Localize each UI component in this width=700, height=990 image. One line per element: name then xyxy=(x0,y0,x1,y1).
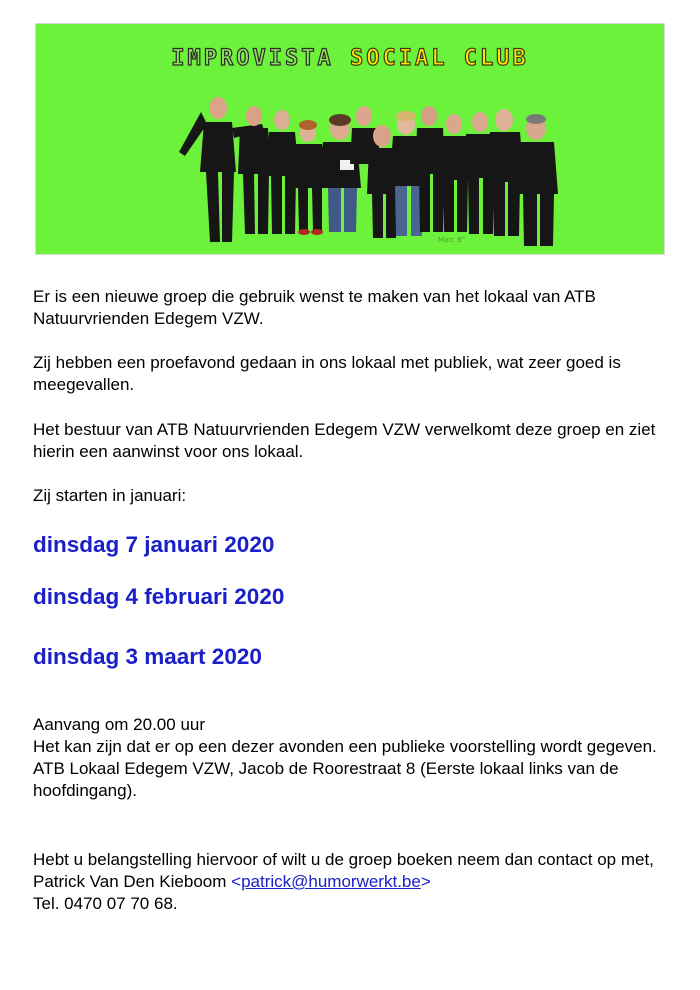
banner-title-social-club: SOCIAL CLUB xyxy=(350,46,529,71)
intro-p2: Zij hebben een proefavond gedaan in ons lokaal met publiek, wat zeer goed is meegevallen. xyxy=(33,353,621,394)
paragraph-new-group xyxy=(33,286,663,330)
date-march: dinsdag 3 maart 2020 xyxy=(33,644,262,669)
paragraph-trial-evening xyxy=(33,352,663,396)
intro-p3: Het bestuur van ATB Natuurvrienden Edegem VZW verwelkomt deze groep en ziet hierin een aanwinst voor ons lokaal. xyxy=(33,420,656,461)
banner xyxy=(35,23,665,255)
contact-block xyxy=(33,849,663,915)
intro-p4: Zij starten in januari: xyxy=(33,486,187,505)
intro-p1: Er is een nieuwe groep die gebruik wenst te maken van het lokaal van ATB Natuurvrienden Edegem VZW. xyxy=(33,287,596,328)
date-february: dinsdag 4 februari 2020 xyxy=(33,584,285,609)
contact-name: Patrick Van Den Kieboom xyxy=(33,872,232,891)
public-show-note: Het kan zijn dat er op een dezer avonden een publieke voorstelling wordt gegeven. xyxy=(33,737,657,756)
date-january: dinsdag 7 januari 2020 xyxy=(33,532,275,557)
contact-name-line xyxy=(33,871,663,893)
email-link[interactable]: patrick@humorwerkt.be xyxy=(241,872,421,891)
paragraph-start-january xyxy=(33,485,663,507)
photo-credit: Marc B° xyxy=(438,236,466,244)
start-time: Aanvang om 20.00 uur xyxy=(33,715,206,734)
contact-phone: Tel. 0470 07 70 68. xyxy=(33,894,178,913)
paragraph-board-welcome xyxy=(33,419,663,463)
contact-intro: Hebt u belangstelling hiervoor of wilt u de groep boeken neem dan contact op met, xyxy=(33,850,654,869)
location: ATB Lokaal Edegem VZW, Jacob de Roorestraat 8 (Eerste lokaal links van de hoofdingang). xyxy=(33,759,619,800)
details-block xyxy=(33,714,663,802)
email-bracket-close: > xyxy=(420,872,431,891)
email-bracket-open: < xyxy=(231,872,242,891)
banner-title-improvista: IMPROVISTA xyxy=(171,46,334,71)
group-photo xyxy=(36,24,665,255)
